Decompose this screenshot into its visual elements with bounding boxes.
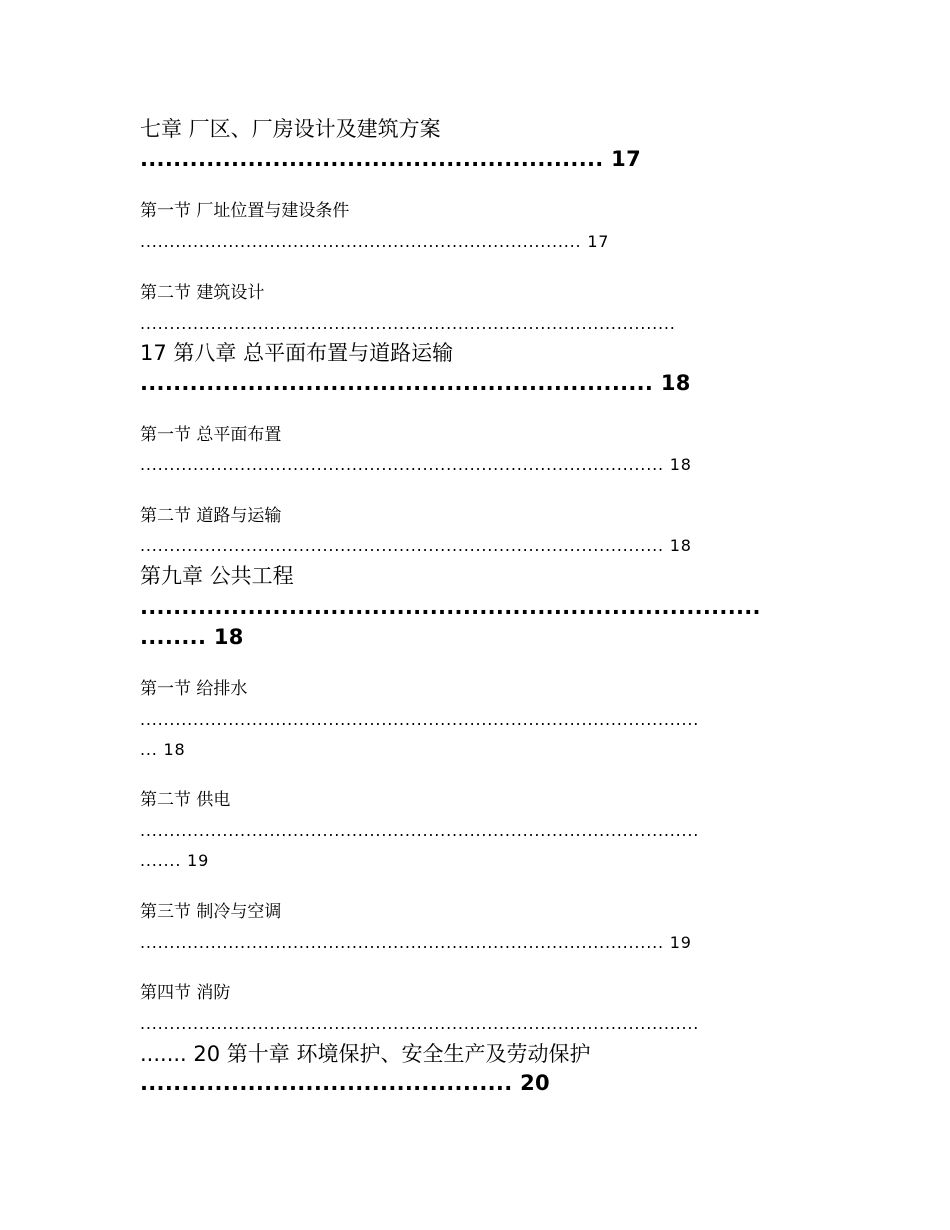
toc-chapter-7-leader: ........................................................ 17: [140, 147, 641, 171]
toc-ch7-section-2-leader: ...........................................................................................: [140, 314, 676, 333]
toc-ch9-section-3-leader: ......................................................................................... 19: [140, 933, 692, 952]
toc-chapter-10-leader: ............................................. 20: [140, 1071, 550, 1095]
toc-chapter-9-leader-2: ........ 18: [140, 625, 244, 649]
toc-ch9-section-1-title: 第一节 给排水: [140, 679, 248, 699]
toc-chapter-9-title: 第九章 公共工程: [140, 564, 294, 588]
toc-ch7-section-1-title: 第一节 厂址位置与建设条件: [140, 201, 350, 221]
toc-chapter-9-leader-1: ...........................................................................: [140, 595, 761, 619]
toc-chapter-8-title: 17 第八章 总平面布置与道路运输: [140, 341, 454, 365]
toc-ch7-section-1-leader: ........................................................................... 17: [140, 232, 610, 251]
toc-chapter-7-title: 七章 厂区、厂房设计及建筑方案: [140, 117, 441, 141]
toc-ch9-section-1-leader-1: ...............................................................................................: [140, 710, 700, 729]
toc-chapter-10-title-line: [140, 1044, 590, 1065]
toc-ch8-section-1-leader: ......................................................................................... 18: [140, 455, 692, 474]
toc-ch9-section-2-title: 第二节 供电: [140, 790, 231, 810]
toc-chapter-10-title: ....... 20 第十章 环境保护、安全生产及劳动保护: [140, 1042, 591, 1066]
toc-ch9-section-4-leader: ...............................................................................................: [140, 1014, 700, 1033]
toc-ch9-section-4-title: 第四节 消防: [140, 983, 231, 1003]
toc-ch9-section-1-leader-2: ... 18: [140, 740, 186, 759]
toc-ch9-section-3-title: 第三节 制冷与空调: [140, 902, 282, 922]
toc-ch8-section-1-title: 第一节 总平面布置: [140, 425, 282, 445]
toc-ch9-section-2-leader-1: ...............................................................................................: [140, 821, 700, 840]
toc-ch7-section-2-title: 第二节 建筑设计: [140, 283, 265, 303]
toc-chapter-8-leader: .............................................................. 18: [140, 371, 691, 395]
toc-ch8-section-2-title: 第二节 道路与运输: [140, 506, 282, 526]
toc-ch8-section-2-leader: ......................................................................................... 18: [140, 536, 692, 555]
toc-ch9-section-2-leader-2: ....... 19: [140, 851, 210, 870]
